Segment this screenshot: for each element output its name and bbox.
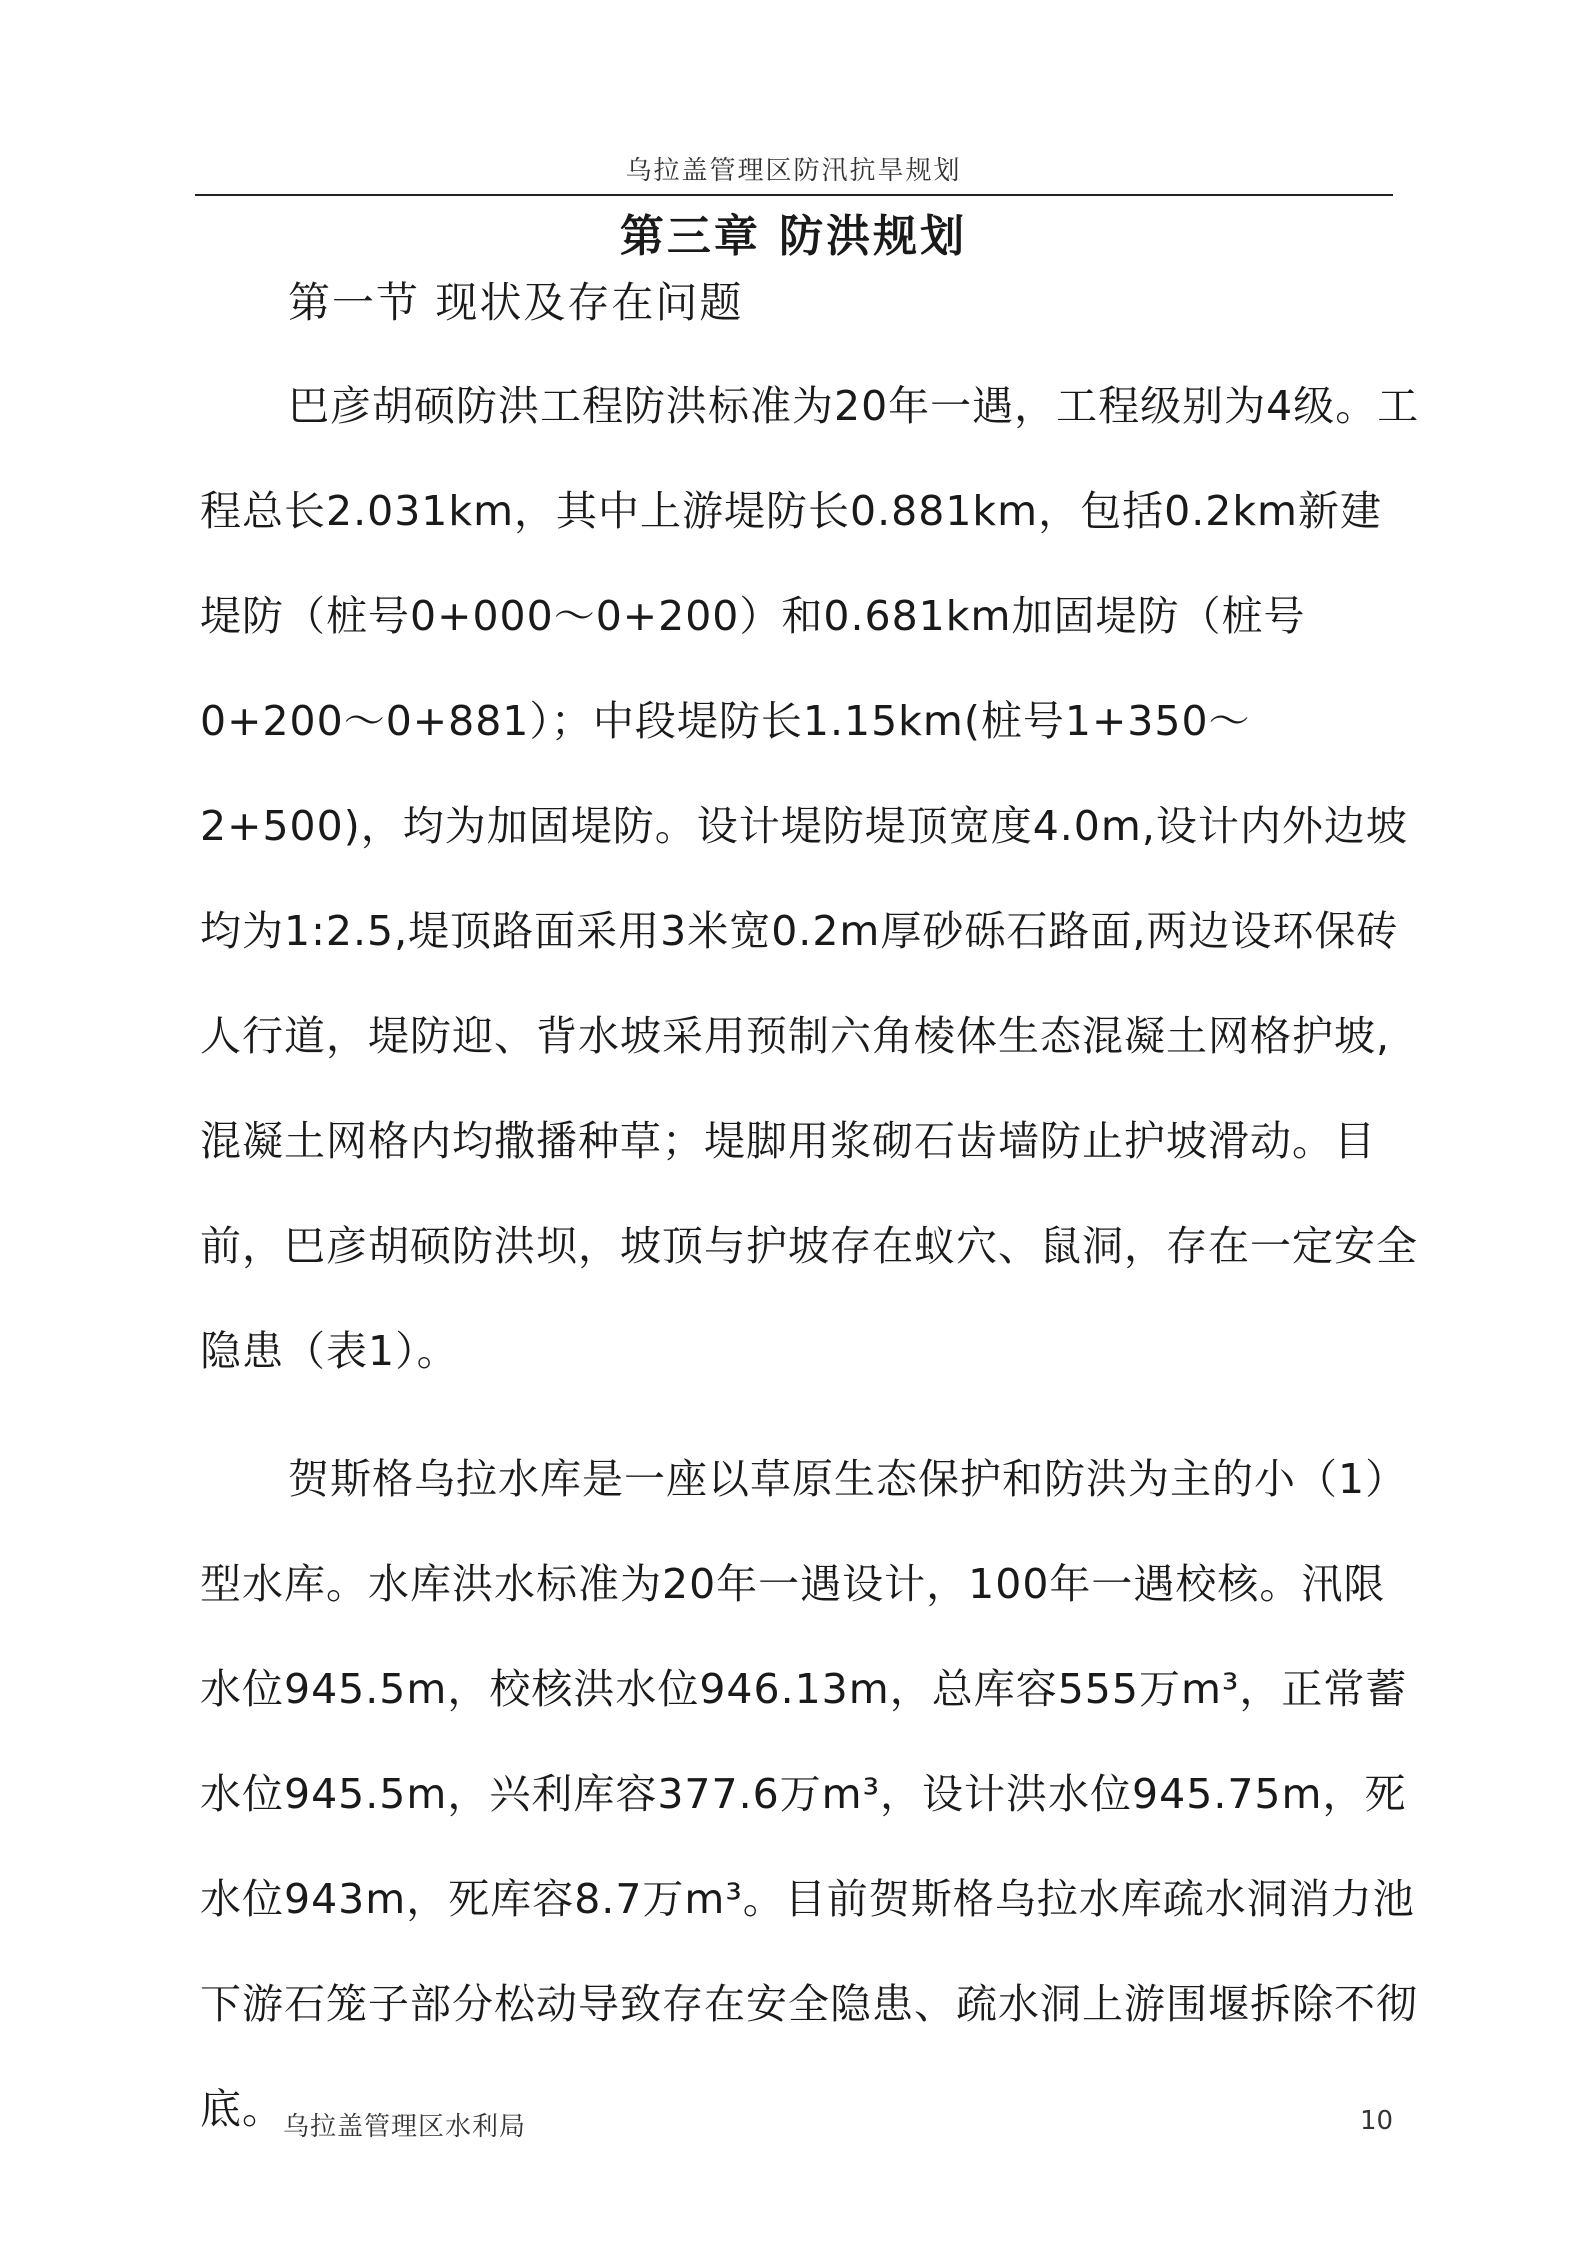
chapter-title: 第三章 防洪规划 — [619, 211, 968, 262]
body-paragraph-1: 巴彦胡硕防洪工程防洪标准为20年一遇，工程级别为4级。工程总长2.031km，其中上游堤防长0.881km，包括0.2km新建堤防（桩号0+000～0+200）和0.681km加固堤防（桩号0+200～0+881）；中段堤防长1.15km(桩号1+350～2+500)，均为加固堤防。设计堤防堤顶宽度4.0m,设计内外边坡均为1:2.5,堤顶路面采用3米宽0.2m厚砂砾石路面,两边设环保砖人行道，堤防迎、背水坡采用预制六角棱体生态混凝土网格护坡,混凝土网格内均撒播种草；堤脚用浆砌石齿墙防止护坡滑动。目前，巴彦胡硕防洪坝，坡顶与护坡存在蚁穴、鼠洞，存在一定安全隐患（表1）。 — [200, 382, 1420, 1375]
body-paragraph-2: 贺斯格乌拉水库是一座以草原生态保护和防洪为主的小（1）型水库。水库洪水标准为20年一遇设计，100年一遇校核。汛限水位945.5m，校核洪水位946.13m，总库容555万m³，正常蓄水位945.5m，兴利库容377.6万m³，设计洪水位945.75m，死水位943m，死库容8.7万m³。目前贺斯格乌拉水库疏水洞消力池下游石笼子部分松动导致存在安全隐患、疏水洞上游围堰拆除不彻底。 — [200, 1455, 1418, 2133]
page-number: 10 — [1360, 2106, 1394, 2136]
footer-organization: 乌拉盖管理区水利局 — [283, 2112, 527, 2142]
header-rule — [195, 194, 1393, 196]
section-title: 第一节 现状及存在问题 — [288, 278, 744, 327]
running-header: 乌拉盖管理区防汛抗旱规划 — [625, 156, 962, 186]
